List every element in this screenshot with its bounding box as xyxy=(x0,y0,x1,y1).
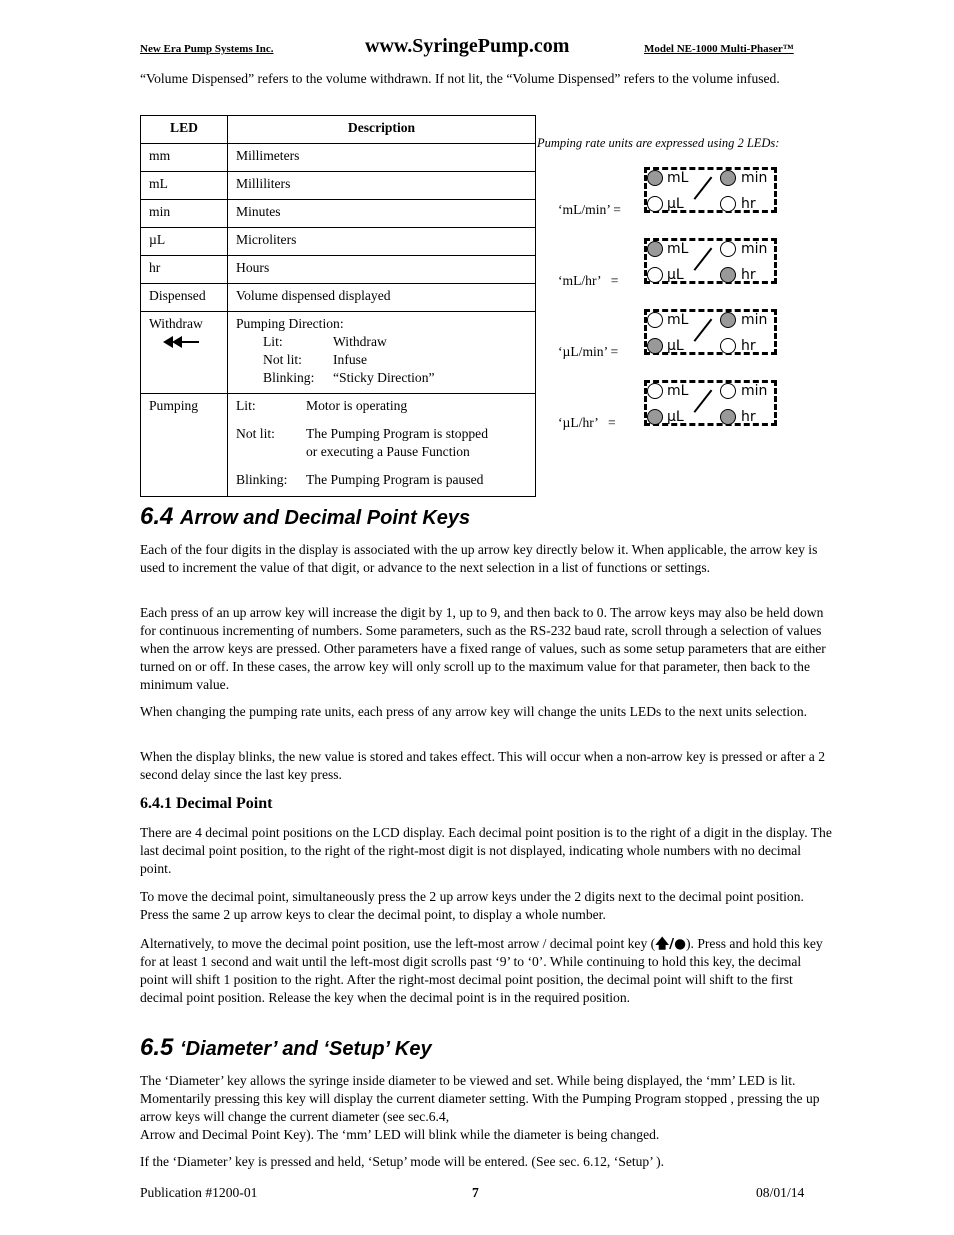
table-cell-led: Pumping xyxy=(141,394,228,497)
led-ul-text: µL xyxy=(667,409,684,425)
arrow-decimal-key-icon: 🡅/● xyxy=(655,936,686,952)
table-cell-led: mL xyxy=(141,172,228,200)
table-cell-desc xyxy=(228,312,536,394)
led-min-indicator-icon xyxy=(720,170,736,186)
led-ul-text: µL xyxy=(667,196,684,212)
section-title: Arrow and Decimal Point Keys xyxy=(180,507,471,529)
paragraph: To move the decimal point, simultaneously press the 2 up arrow keys under the 2 digits next to the decimal point position. Press the same 2 up arrow keys to clear the decimal point, to display a whole number. xyxy=(140,889,804,922)
units-caption: Pumping rate units are expressed using 2 LEDs: xyxy=(537,136,780,150)
section-title: ‘Diameter’ and ‘Setup’ Key xyxy=(180,1038,432,1060)
table-cell-led: min xyxy=(141,200,228,228)
units-combo-label: ‘mL/min’ = xyxy=(558,202,621,217)
table-row-withdraw xyxy=(141,312,536,394)
led-ml-indicator-icon xyxy=(647,383,663,399)
led-hr-text: hr xyxy=(741,267,756,283)
led-hr-text: hr xyxy=(741,409,756,425)
table-header-description: Description xyxy=(228,116,536,144)
withdraw-title: Pumping Direction: xyxy=(236,316,344,331)
table-row xyxy=(141,228,536,256)
pumping-state: Blinking: The Pumping Program is paused xyxy=(236,472,484,487)
table-header-led: LED xyxy=(141,116,228,144)
pumping-state: Not lit: The Pumping Program is stopped xyxy=(236,426,488,441)
table-cell-desc: Microliters xyxy=(228,228,536,256)
led-ul-indicator-icon xyxy=(647,338,663,354)
table-cell-led: mm xyxy=(141,144,228,172)
led-ul-text: µL xyxy=(667,267,684,283)
led-hr-indicator-icon xyxy=(720,196,736,212)
table-cell-led: Dispensed xyxy=(141,284,228,312)
paragraph: Each of the four digits in the display is associated with the up arrow key directly below it. When applicable, the arrow key is used to increment the value of that digit, or advance to the next selection in a list of functions or settings. xyxy=(140,542,818,575)
header-website[interactable]: www.SyringePump.com xyxy=(365,35,570,57)
led-ml-text: mL xyxy=(667,241,689,257)
footer-publication: Publication #1200-01 xyxy=(140,1185,258,1200)
table-cell-desc xyxy=(228,394,536,497)
led-min-indicator-icon xyxy=(720,383,736,399)
led-min-text: min xyxy=(741,241,768,257)
subsection-heading-6-4-1: 6.4.1 Decimal Point xyxy=(140,795,273,812)
section-heading-6-5 xyxy=(140,1034,432,1062)
table-cell-desc: Milliliters xyxy=(228,172,536,200)
units-combo-label: ‘mL/hr’ = xyxy=(558,273,619,288)
footer-date: 08/01/14 xyxy=(756,1185,805,1200)
led-ml-indicator-icon xyxy=(647,170,663,186)
units-combo-label: ‘µL/hr’ = xyxy=(558,415,616,430)
section-number: 6.4 xyxy=(140,503,174,530)
led-ul-indicator-icon xyxy=(647,409,663,425)
table-cell-led: µL xyxy=(141,228,228,256)
led-min-text: min xyxy=(741,170,768,186)
table-cell-desc: Volume dispensed displayed xyxy=(228,284,536,312)
footer-page-number: 7 xyxy=(472,1185,479,1200)
paragraph: Each press of an up arrow key will increase the digit by 1, up to 9, and then back to 0. The arrow keys may also be held down for continuous incrementing of numbers. Some parameters, such as the RS-232 baud rate, scroll through a selection of values when the arrow keys are pressed. Other parameters have a fixed range of values, such as some setup parameters that are either turned on or off. In these cases, the arrow key will only scroll up to the maximum value for that parameter, then back to the minimum value. xyxy=(140,605,826,692)
pumping-state: Lit: Motor is operating xyxy=(236,398,408,413)
table-cell-led: hr xyxy=(141,256,228,284)
paragraph: When changing the pumping rate units, each press of any arrow key will change the units LEDs to the next units selection. xyxy=(140,704,808,719)
header-model: Model NE-1000 Multi-Phaser™ xyxy=(644,43,794,55)
led-description-table xyxy=(140,115,536,497)
paragraph: If the ‘Diameter’ key is pressed and held, ‘Setup’ mode will be entered. (See sec. 6.12, ‘Setup’ ). xyxy=(140,1154,665,1169)
table-row xyxy=(141,256,536,284)
withdraw-arrow-icon xyxy=(163,335,203,349)
led-min-text: min xyxy=(741,312,768,328)
section-heading-6-4 xyxy=(140,503,470,531)
led-hr-indicator-icon xyxy=(720,267,736,283)
table-row xyxy=(141,284,536,312)
table-cell-desc: Minutes xyxy=(228,200,536,228)
table-cell-led xyxy=(141,312,228,394)
table-row xyxy=(141,172,536,200)
withdraw-state: Blinking: “Sticky Direction” xyxy=(263,370,435,385)
intro-paragraph: “Volume Dispensed” refers to the volume withdrawn. If not lit, the “Volume Dispensed” refers to the volume infused. xyxy=(140,71,780,86)
pumping-state-cont: or executing a Pause Function xyxy=(306,444,470,459)
led-hr-text: hr xyxy=(741,338,756,354)
table-cell-desc: Hours xyxy=(228,256,536,284)
led-hr-text: hr xyxy=(741,196,756,212)
led-ul-text: µL xyxy=(667,338,684,354)
led-hr-indicator-icon xyxy=(720,409,736,425)
paragraph: Alternatively, to move the decimal point position, use the left-most arrow / decimal point key (🡅/●). Press and hold this key for at least 1 second and wait until the left-most digit scrolls past ‘9’ to ‘0’. While continuing to hold this key, the decimal point will shift 1 position to the right. After the right-most decimal point position, the decimal point will shift to the first decimal point position. Release the key when the decimal point is in the required position. xyxy=(140,936,823,1005)
led-ul-indicator-icon xyxy=(647,267,663,283)
led-ml-indicator-icon xyxy=(647,312,663,328)
paragraph: The ‘Diameter’ key allows the syringe inside diameter to be viewed and set. While being displayed, the ‘mm’ LED is lit. Momentarily pressing this key will display the current diameter setting. With the Pumping Program stopped , pressing the up arrow keys will change the current diameter (see sec.6.4, Arrow and Decimal Point Key). The ‘mm’ LED will blink while the diameter is being changed. xyxy=(140,1073,820,1142)
led-ml-indicator-icon xyxy=(647,241,663,257)
withdraw-state: Lit: Withdraw xyxy=(263,334,387,349)
paragraph: When the display blinks, the new value is stored and takes effect. This will occur when a non-arrow key is pressed or after a 2 second delay since the last key press. xyxy=(140,749,826,782)
table-row xyxy=(141,200,536,228)
section-number: 6.5 xyxy=(140,1034,174,1061)
withdraw-label: Withdraw xyxy=(149,316,203,331)
withdraw-state: Not lit: Infuse xyxy=(263,352,367,367)
led-min-text: min xyxy=(741,383,768,399)
table-cell-desc: Millimeters xyxy=(228,144,536,172)
led-min-indicator-icon xyxy=(720,312,736,328)
led-min-indicator-icon xyxy=(720,241,736,257)
header-company: New Era Pump Systems Inc. xyxy=(140,43,274,55)
table-row-pumping xyxy=(141,394,536,497)
paragraph: There are 4 decimal point positions on the LCD display. Each decimal point position is to the right of a digit in the display. The last decimal point position, to the right of the right-most digit is not displayed, indicating whole numbers with no decimal point. xyxy=(140,825,832,876)
units-combo-label: ‘µL/min’ = xyxy=(558,344,619,359)
led-ml-text: mL xyxy=(667,312,689,328)
led-ml-text: mL xyxy=(667,170,689,186)
led-ml-text: mL xyxy=(667,383,689,399)
led-ul-indicator-icon xyxy=(647,196,663,212)
table-row xyxy=(141,144,536,172)
led-hr-indicator-icon xyxy=(720,338,736,354)
